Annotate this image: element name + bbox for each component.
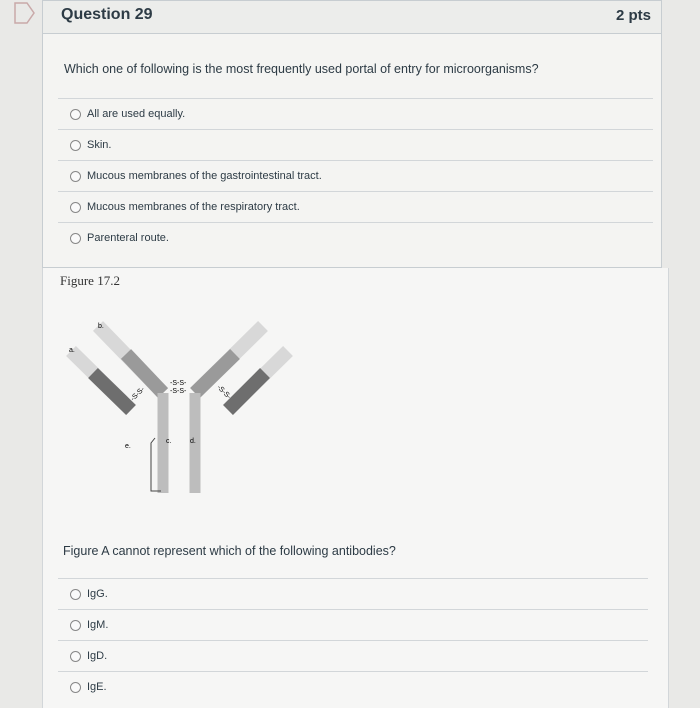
question-title: Question 29 — [61, 6, 153, 23]
answer-option-5[interactable] — [58, 222, 653, 253]
answer-list — [58, 578, 648, 702]
answer-list — [58, 98, 653, 253]
question-text: Figure A cannot represent which of the following antibodies? — [63, 544, 396, 558]
label-e: e. — [125, 443, 131, 450]
figure-caption: Figure 17.2 — [60, 273, 120, 288]
bookmark-flag-icon[interactable] — [12, 0, 38, 26]
answer-option-1[interactable] — [58, 98, 653, 129]
radio-button[interactable] — [70, 140, 81, 151]
label-d: d. — [190, 438, 196, 445]
question-29-card — [42, 0, 662, 268]
answer-label: IgG. — [87, 588, 108, 600]
label-b: b. — [98, 323, 104, 330]
radio-button[interactable] — [70, 651, 81, 662]
question-header — [43, 1, 661, 34]
radio-button[interactable] — [70, 620, 81, 631]
radio-button[interactable] — [70, 233, 81, 244]
radio-button[interactable] — [70, 682, 81, 693]
label-c: c. — [166, 438, 172, 445]
question-30-card — [42, 268, 669, 708]
answer-option-2[interactable] — [58, 129, 653, 160]
answer-label: All are used equally. — [87, 108, 186, 120]
answer-label: IgE. — [87, 681, 107, 693]
disulfide-bond-left: -S-S- — [129, 385, 147, 403]
answer-option-4[interactable] — [58, 191, 653, 222]
disulfide-bond-right: -S-S- — [215, 384, 232, 401]
answer-option-2[interactable] — [58, 609, 648, 640]
disulfide-bond-hinge-1: -S-S- — [170, 380, 187, 387]
answer-label: IgM. — [87, 619, 109, 631]
answer-label: Mucous membranes of the respiratory tract. — [87, 201, 300, 213]
question-points: 2 pts — [615, 7, 651, 24]
answer-label: Parenteral route. — [87, 232, 169, 244]
answer-option-3[interactable] — [58, 160, 653, 191]
disulfide-bond-hinge-2: -S-S- — [170, 388, 187, 395]
answer-label: IgD. — [87, 650, 108, 662]
antibody-figure — [43, 298, 343, 538]
label-a: a. — [69, 347, 75, 354]
radio-button[interactable] — [70, 589, 81, 600]
answer-option-4[interactable] — [58, 671, 648, 702]
radio-button[interactable] — [70, 171, 81, 182]
answer-label: Skin. — [87, 139, 112, 151]
answer-option-3[interactable] — [58, 640, 648, 671]
radio-button[interactable] — [70, 109, 81, 120]
question-text: Which one of following is the most frequently used portal of entry for microorganisms? — [64, 62, 539, 76]
answer-option-1[interactable] — [58, 578, 648, 609]
answer-label: Mucous membranes of the gastrointestinal tract. — [87, 170, 322, 182]
radio-button[interactable] — [70, 202, 81, 213]
